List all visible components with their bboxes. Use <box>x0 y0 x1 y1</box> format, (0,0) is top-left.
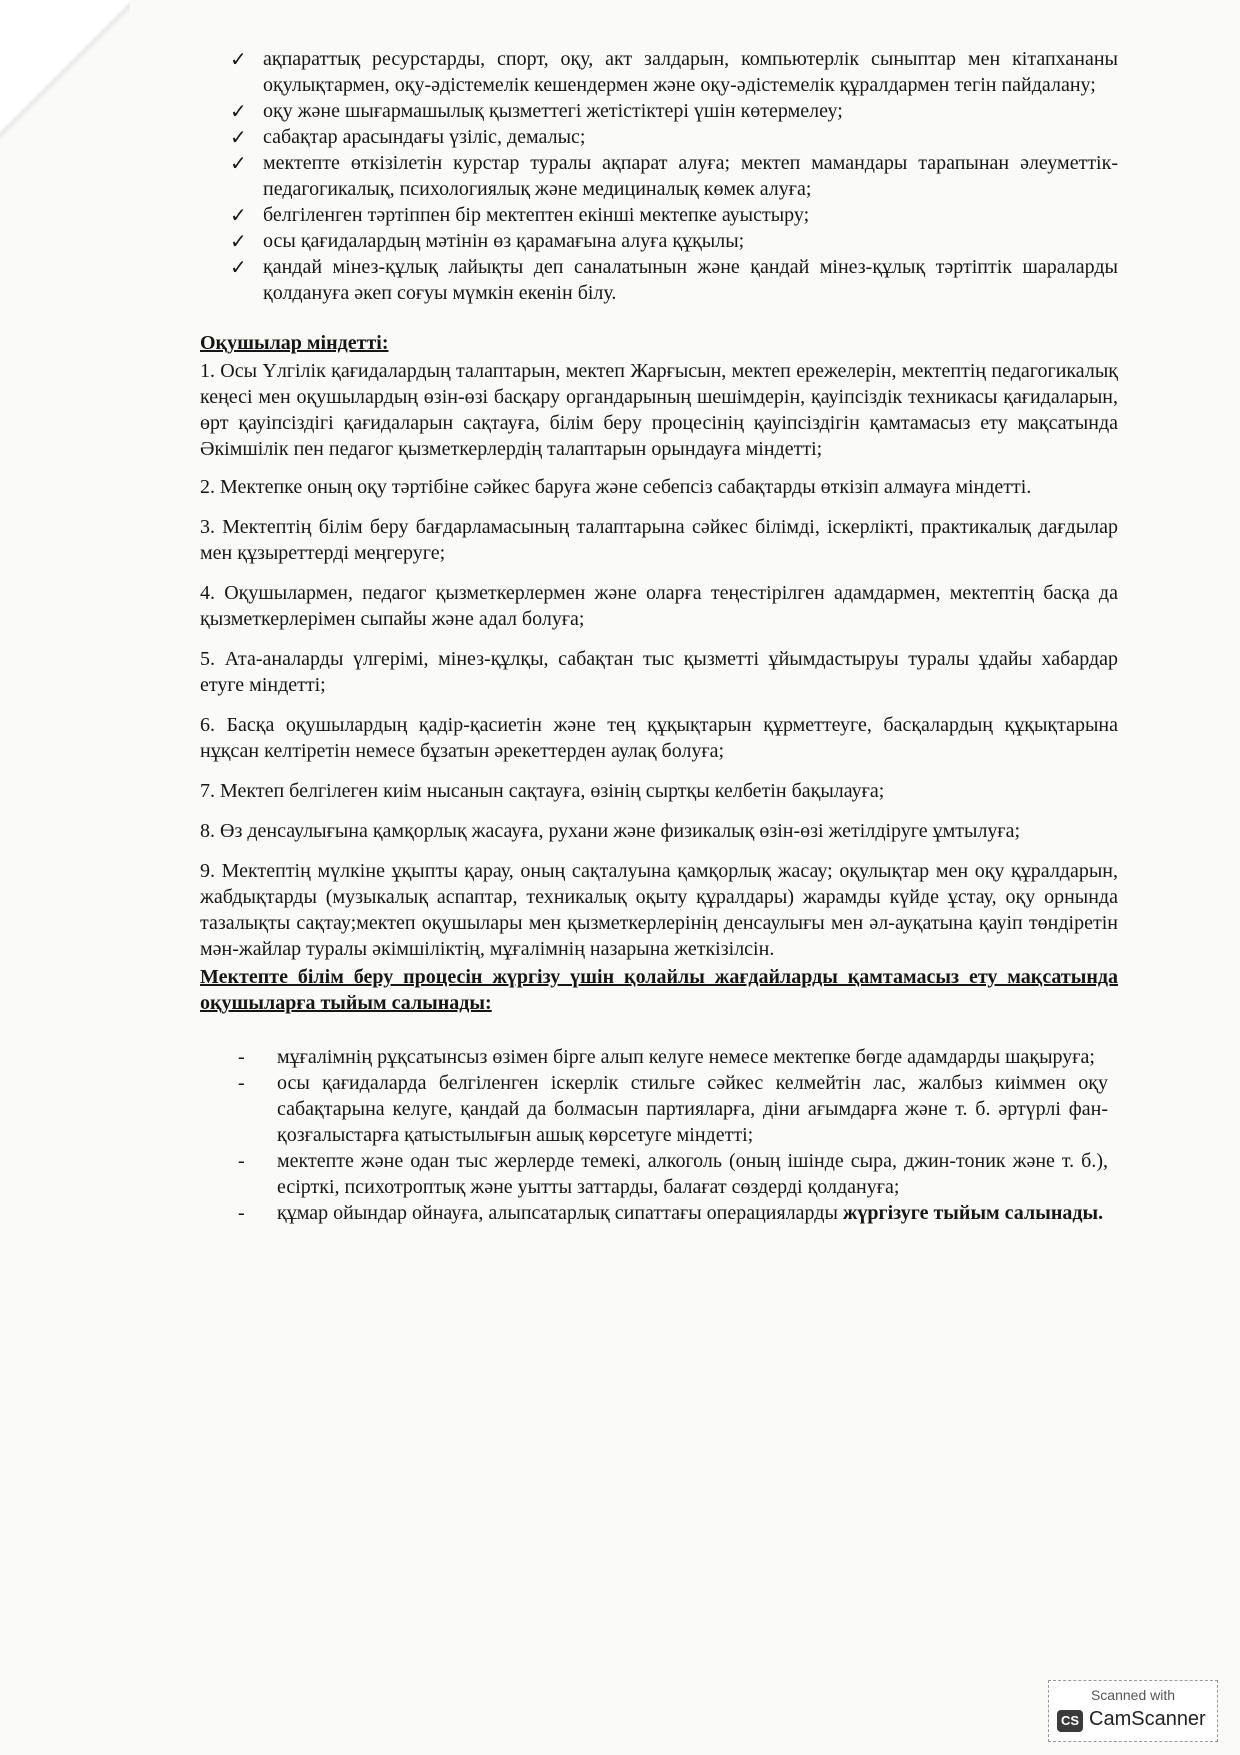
dash-bullet: - <box>238 1046 245 1068</box>
rights-checklist <box>200 46 1118 306</box>
duty-paragraph: 2. Мектепке оның оқу тәртібіне сәйкес баруға және себепсіз сабақтарды өткізіп алмауға міндетті. <box>200 476 1032 498</box>
duty-paragraph: 5. Ата-аналарды үлгерімі, мінез-құлқы, сабақтан тыс қызметті ұйымдастыруы туралы ұдайы хабардар етуге міндетті; <box>200 648 1118 696</box>
camscanner-watermark <box>1048 1680 1218 1742</box>
prohibition-item: - мұғалімнің рұқсатынсыз өзімен бірге алып келуге немесе мектепке бөгде адамдарды шақыруға; <box>238 1046 1095 1068</box>
dash-bullet: - <box>238 1072 245 1094</box>
checkmark-icon: ✓ <box>230 125 247 149</box>
duty-paragraph: 1. Осы Үлгілік қағидалардың талаптарын, мектеп Жарғысын, мектеп ережелерін, мектептің педагогикалық кеңесі мен оқушылардың өзін-өзі басқару органдарының шешімдерін, қауіпсіздік техникасы қағидаларын, өрт қауіпсіздігі қағидаларын сақтауға, білім беру процесінің қауіпсіздігін қамтамасыз ету мақсатында Әкімшілік пен педагог қызметкерлердің талаптарын орындауға міндетті; <box>200 360 1118 460</box>
camscanner-logo-icon: CS <box>1057 1710 1083 1732</box>
prohibition-item: - мектепте және одан тыс жерлерде темекі, алкоголь (оның ішінде сыра, джин-тоник және т. б.), есірткі, психотроптық және уытты заттарды, балағат сөздерді қолдануға; <box>238 1150 1108 1198</box>
folded-corner <box>0 0 130 140</box>
prohibitions-heading: Мектепте білім беру процесін жүргізу үшін қолайлы жағдайларды қамтамасыз ету мақсатында оқушыларға тыйым салынады: <box>200 966 1118 1014</box>
prohibition-item: - құмар ойындар ойнауға, алыпсатарлық сипаттағы операцияларды жүргізуге тыйым салынады. <box>238 1202 1104 1224</box>
duty-paragraph: 3. Мектептің білім беру бағдарламасының талаптарына сәйкес білімді, іскерлікті, практикалық дағдылар мен құзыреттерді меңгеруге; <box>200 516 1118 564</box>
document-body <box>200 46 1118 1226</box>
dash-bullet: - <box>238 1202 245 1224</box>
prohibitions-list <box>200 1044 1118 1226</box>
checkmark-icon: ✓ <box>230 151 247 175</box>
checkmark-icon: ✓ <box>230 99 247 123</box>
checklist-item: ✓ сабақтар арасындағы үзіліс, демалыс; <box>230 125 586 149</box>
checklist-item: ✓ оқу және шығармашылық қызметтегі жетістіктері үшін көтермелеу; <box>230 99 843 123</box>
duties-heading: Оқушылар міндетті: <box>200 332 389 354</box>
duty-paragraph: 8. Өз денсаулығына қамқорлық жасауға, рухани және физикалық өзін-өзі жетілдіруге ұмтылуға; <box>200 820 1021 842</box>
checklist-item: ✓ қандай мінез-құлық лайықты деп саналатынын және қандай мінез-құлық тәртіптік шараларды қолдануға әкеп соғуы мүмкін екенін білу. <box>230 255 1118 304</box>
checkmark-icon: ✓ <box>230 47 247 71</box>
checklist-item: ✓ белгіленген тәртіппен бір мектептен екінші мектепке ауыстыру; <box>230 203 810 227</box>
duty-paragraph: 7. Мектеп белгілеген киім нысанын сақтауға, өзінің сыртқы келбетін бақылауға; <box>200 780 885 802</box>
scanned-with-label: Scanned with <box>1090 1687 1176 1703</box>
camscanner-brand: CamScanner <box>1089 1708 1206 1730</box>
checkmark-icon: ✓ <box>230 229 247 253</box>
dash-bullet: - <box>238 1150 245 1172</box>
checklist-item: ✓ мектепте өткізілетін курстар туралы ақпарат алуға; мектеп мамандары тарапынан әлеуметтік-педагогикалық, психологиялық және медициналық көмек алуға; <box>230 151 1118 200</box>
prohibition-item: - осы қағидаларда белгіленген іскерлік стильге сәйкес келмейтін лас, жалбыз киіммен оқу сабақтарына келуге, қандай да болмасын партияларға, діни ағымдарға және т. б. әртүрлі фан-қозғалыстарға қатыстылығын ашық көрсетуге міндетті; <box>238 1072 1108 1146</box>
checkmark-icon: ✓ <box>230 255 247 279</box>
checkmark-icon: ✓ <box>230 203 247 227</box>
duty-paragraph: 4. Оқушылармен, педагог қызметкерлермен және оларға теңестірілген адамдармен, мектептің басқа да қызметкерлерімен сыпайы және адал болуға; <box>200 582 1118 630</box>
duty-paragraph: 9. Мектептің мүлкіне ұқыпты қарау, оның сақталуына қамқорлық жасау; оқулықтар мен оқу құралдарын, жабдықтарды (музыкалық аспаптар, техникалық оқыту құралдары) жарамды күйде ұстау, оқу орнында тазалықты сақтау;мектеп оқушылары мен қызметкерлерінің денсаулығы мен әл-ауқатына қауіп төндіретін мән-жайлар туралы әкімшіліктің, мұғалімнің назарына жеткізілсін. <box>200 860 1118 960</box>
duty-paragraph: 6. Басқа оқушылардың қадір-қасиетін және тең құқықтарын құрметтеуге, басқалардың құқықтарына нұқсан келтіретін немесе бұзатын әрекеттерден аулақ болуға; <box>200 714 1118 762</box>
checklist-item: ✓ ақпараттық ресурстарды, спорт, оқу, акт залдарын, компьютерлік сыныптар мен кітапхананы оқулықтармен, оқу-әдістемелік кешендермен және оқу-әдістемелік құралдармен тегін пайдалану; <box>230 47 1118 96</box>
checklist-item: ✓ осы қағидалардың мәтінін өз қарамағына алуға құқылы; <box>230 229 745 253</box>
